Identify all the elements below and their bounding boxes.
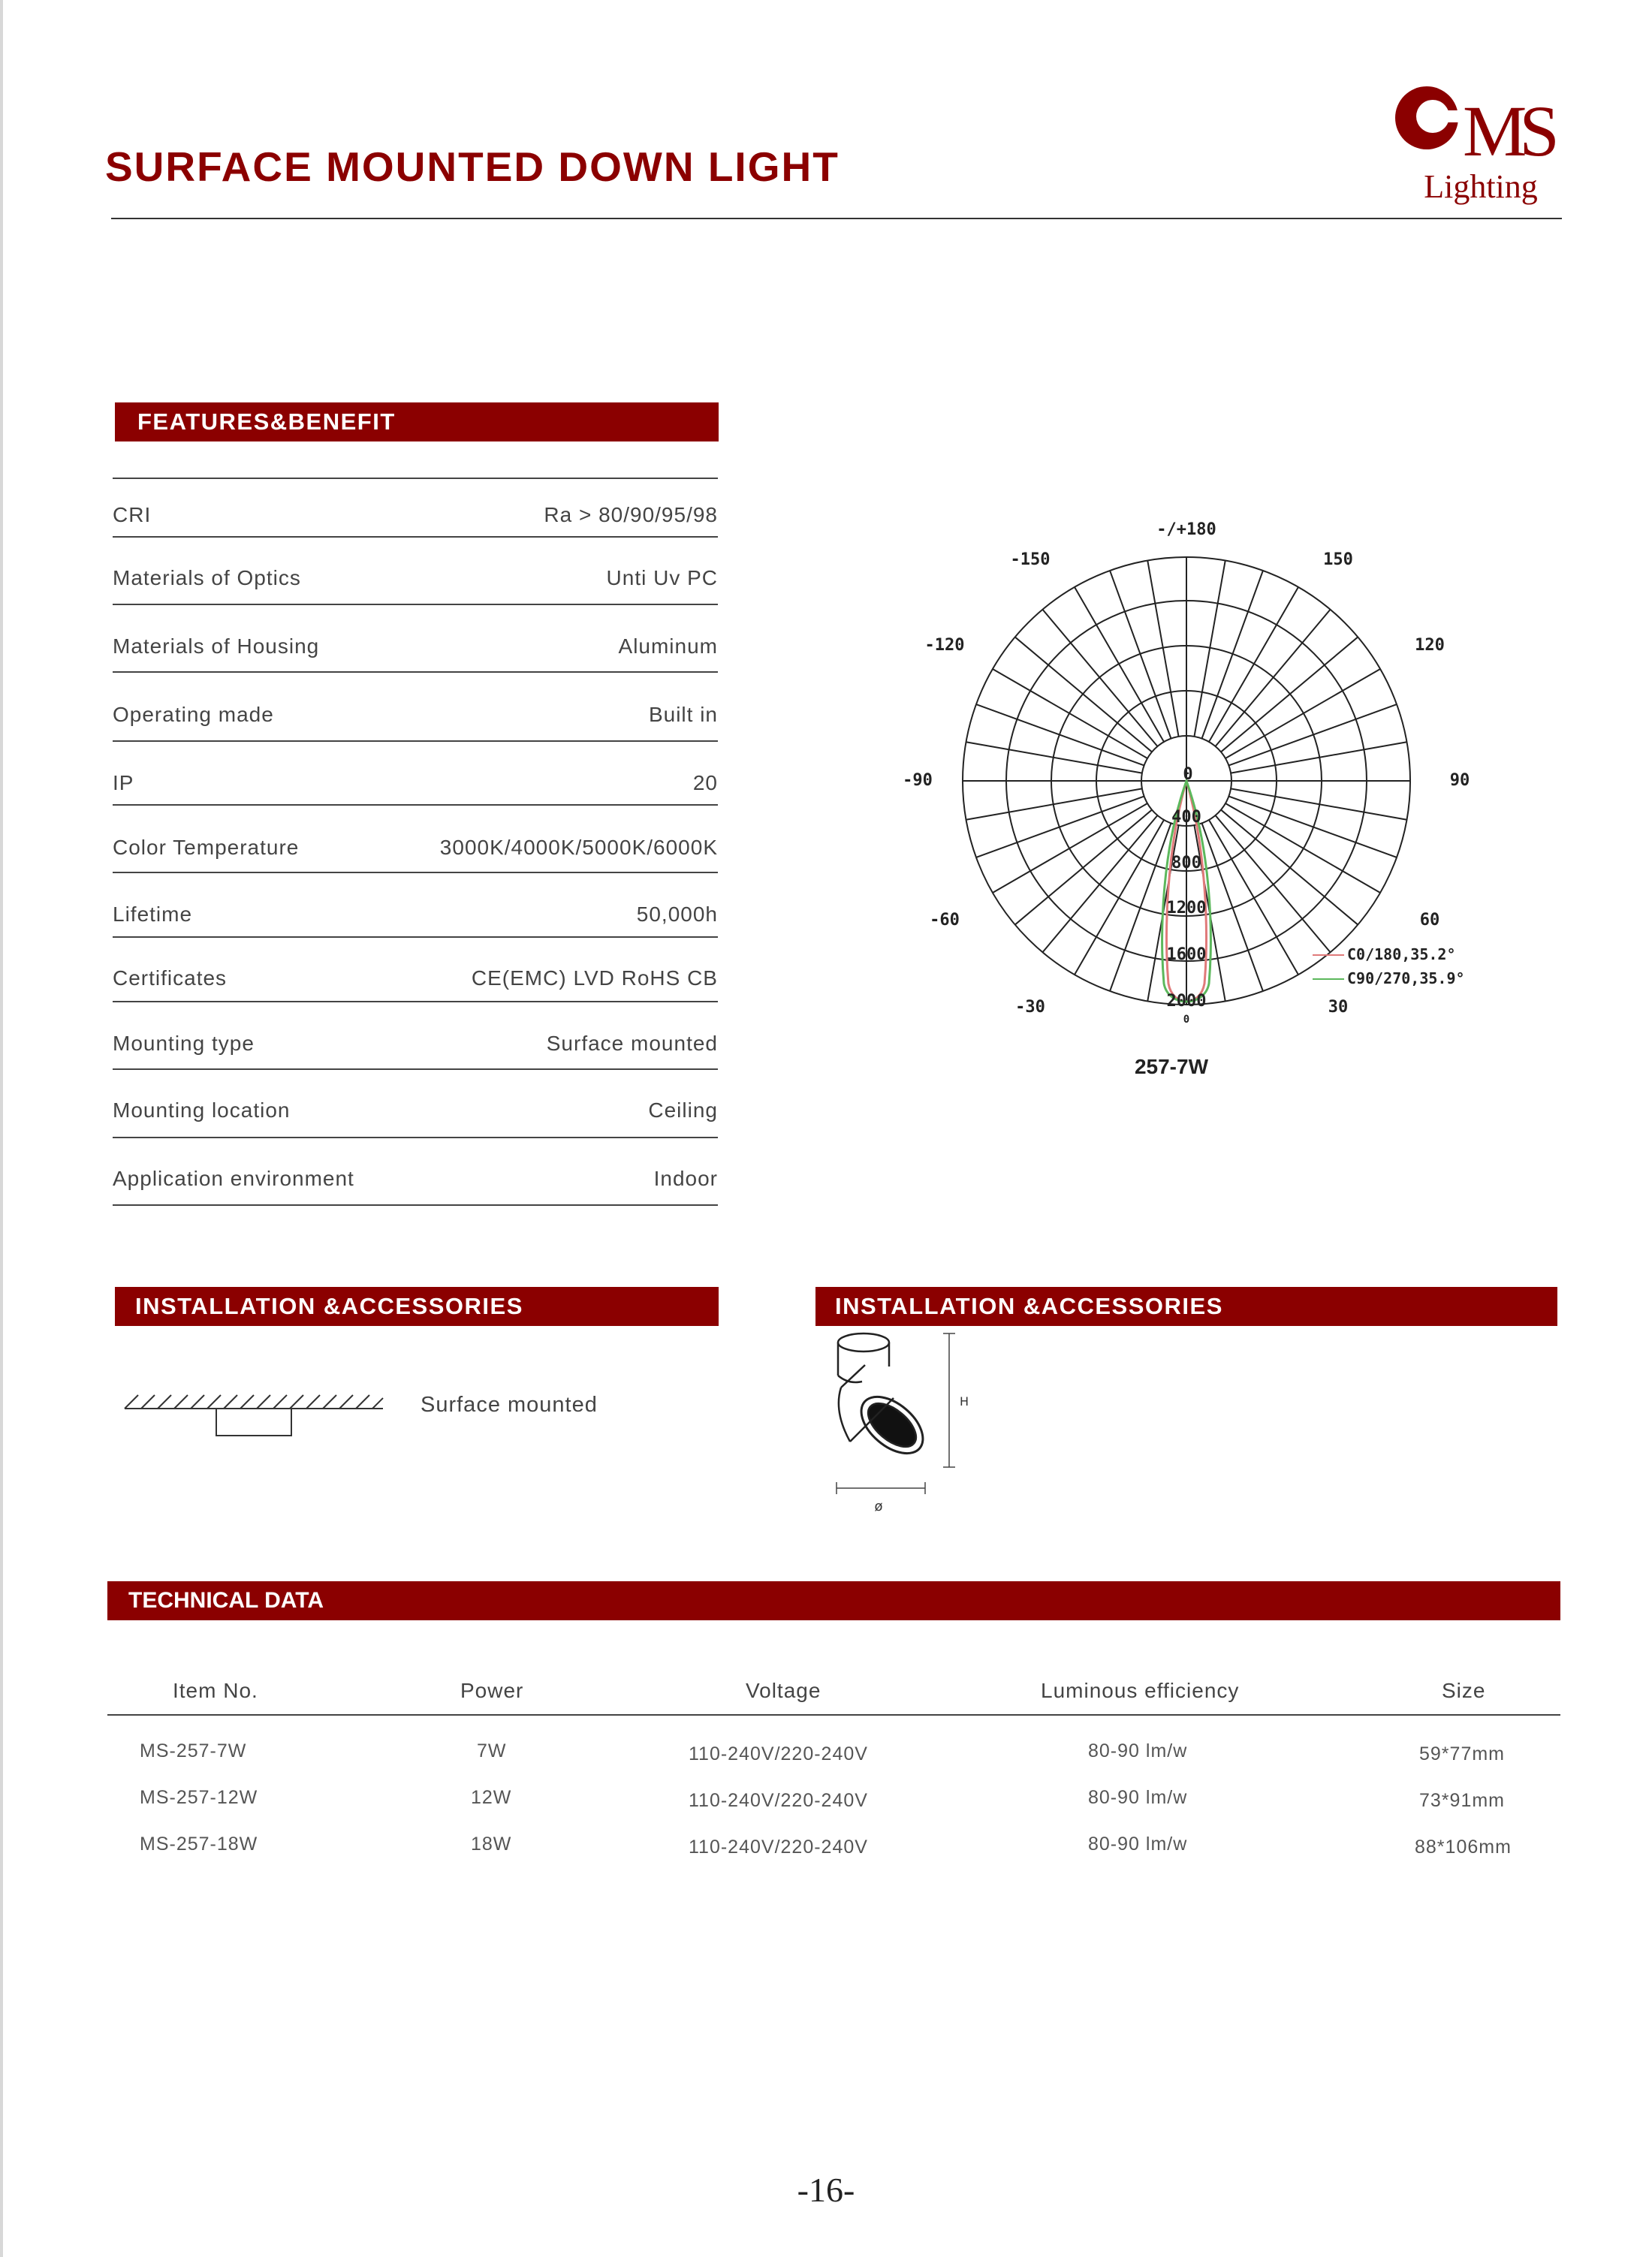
- spec-value: 20: [692, 771, 718, 794]
- installation-heading-right: INSTALLATION &ACCESSORIES: [835, 1293, 1223, 1319]
- spec-label: IP: [113, 771, 134, 794]
- spec-label: Application environment: [113, 1167, 354, 1190]
- grid-spoke: [1228, 704, 1397, 765]
- spec-row-application: [113, 1143, 718, 1210]
- spec-row-operating: [113, 679, 718, 746]
- angle-label: 90: [1449, 771, 1470, 790]
- cell-power: 7W: [477, 1740, 507, 1761]
- spec-row-color-temperature: [113, 812, 718, 879]
- row-divider: [113, 1204, 718, 1206]
- spec-value: 3000K/4000K/5000K/6000K: [439, 836, 718, 859]
- spec-row-mounting-type: [113, 1008, 718, 1075]
- row-divider: [113, 671, 718, 673]
- spec-label: Materials of Optics: [113, 566, 301, 589]
- technical-heading: TECHNICAL DATA: [128, 1588, 324, 1613]
- grid-spoke: [1147, 561, 1178, 737]
- technical-heading-bar: [107, 1581, 1560, 1620]
- cell-voltage: 110-240V/220-240V: [689, 1743, 868, 1764]
- spec-value: Surface mounted: [546, 1032, 718, 1055]
- features-heading: FEATURES&BENEFIT: [137, 408, 396, 435]
- angle-label: -30: [1015, 998, 1045, 1017]
- radial-label: 1200: [1166, 899, 1207, 918]
- logo-ring-icon: [1395, 86, 1464, 149]
- cell-size: 59*77mm: [1419, 1743, 1505, 1764]
- angle-label: -150: [1010, 550, 1051, 569]
- row-divider: [113, 1001, 718, 1002]
- surface-mounted-label: Surface mounted: [421, 1393, 598, 1417]
- spec-label: Certificates: [113, 966, 228, 990]
- cell-efficiency: 80-90 lm/w: [1088, 1740, 1188, 1761]
- grid-spoke: [976, 797, 1144, 857]
- cell-size: 88*106mm: [1415, 1837, 1512, 1858]
- spec-value: Ceiling: [648, 1098, 718, 1122]
- angle-label: 60: [1419, 911, 1440, 930]
- angle-label: 120: [1415, 636, 1445, 655]
- cell-item: MS-257-18W: [140, 1834, 258, 1855]
- angle-label: 150: [1323, 550, 1353, 569]
- grid-spoke: [1110, 571, 1171, 739]
- logo-text: Lighting: [1424, 168, 1538, 205]
- installation-heading-bar-left: [115, 1287, 719, 1326]
- cell-efficiency: 80-90 lm/w: [1088, 1787, 1188, 1808]
- spec-label: Materials of Housing: [113, 634, 320, 658]
- spec-value: Indoor: [653, 1167, 718, 1190]
- page-title: SURFACE MOUNTED DOWN LIGHT: [105, 143, 840, 190]
- grid-spoke: [1231, 742, 1406, 773]
- angle-label: -90: [903, 771, 933, 790]
- spec-label: Mounting location: [113, 1098, 291, 1122]
- grid-spoke: [966, 788, 1142, 819]
- radial-label: 0: [1183, 1014, 1190, 1026]
- surface-mount-icon: [120, 1382, 390, 1442]
- grid-spoke: [1231, 788, 1406, 819]
- spec-label: Mounting type: [113, 1032, 255, 1055]
- cell-item: MS-257-7W: [140, 1740, 247, 1761]
- row-divider: [113, 804, 718, 806]
- spec-label: Operating made: [113, 703, 274, 726]
- spec-row-optics: [113, 542, 718, 610]
- features-heading-bar: [115, 402, 719, 441]
- row-divider: [113, 1137, 718, 1138]
- grid-spoke: [1194, 561, 1225, 737]
- spec-label: CRI: [113, 503, 152, 526]
- page-number: -16-: [797, 2171, 855, 2209]
- column-header-efficiency: Luminous efficiency: [1041, 1679, 1240, 1702]
- grid-spoke: [966, 742, 1142, 773]
- grid-spoke: [976, 704, 1144, 765]
- cell-item: MS-257-12W: [140, 1787, 258, 1808]
- spec-row-housing: [113, 610, 718, 678]
- legend-c0: C0/180,35.2°: [1347, 945, 1456, 963]
- installation-heading-bar-right: [815, 1287, 1557, 1326]
- cell-size: 73*91mm: [1419, 1790, 1505, 1811]
- cell-power: 12W: [471, 1787, 512, 1808]
- spec-label: Color Temperature: [113, 836, 300, 859]
- table-header-divider: [107, 1714, 1560, 1716]
- column-header-item: Item No.: [173, 1679, 258, 1702]
- radial-label: 400: [1171, 808, 1201, 827]
- spec-value: Unti Uv PC: [606, 566, 718, 589]
- spec-row-certificates: [113, 942, 718, 1010]
- row-divider: [113, 536, 718, 538]
- radial-label: 800: [1171, 854, 1201, 872]
- angle-label: 0: [1183, 765, 1193, 784]
- angle-label: -/+180: [1156, 520, 1216, 539]
- ms-lighting-logo: [1382, 71, 1566, 206]
- grid-spoke: [1202, 571, 1263, 739]
- spec-value: Ra > 80/90/95/98: [544, 503, 718, 526]
- cell-power: 18W: [471, 1834, 512, 1855]
- diameter-dimension-label: ø: [874, 1499, 883, 1514]
- spec-value: CE(EMC) LVD RoHS CB: [471, 966, 718, 990]
- spec-value: 50,000h: [636, 902, 718, 926]
- cell-voltage: 110-240V/220-240V: [689, 1837, 868, 1858]
- column-header-size: Size: [1442, 1679, 1486, 1702]
- angle-label: 30: [1328, 998, 1349, 1017]
- row-divider: [113, 1068, 718, 1070]
- row-divider: [113, 936, 718, 938]
- grid-spoke: [1228, 797, 1397, 857]
- polar-legend: [1313, 945, 1465, 987]
- diagram-caption: 257-7W: [1134, 1055, 1209, 1078]
- polar-light-distribution-diagram: [901, 511, 1502, 1051]
- spec-value: Built in: [648, 703, 718, 726]
- angle-label: -120: [924, 636, 965, 655]
- angle-label: -60: [930, 911, 960, 930]
- cell-efficiency: 80-90 lm/w: [1088, 1834, 1188, 1855]
- spec-label: Lifetime: [113, 902, 193, 926]
- spec-row-mounting-location: [113, 1074, 718, 1142]
- legend-c90: C90/270,35.9°: [1347, 969, 1465, 987]
- downlight-product-icon: [838, 1333, 933, 1464]
- title-divider: [111, 218, 1562, 219]
- column-header-power: Power: [460, 1679, 524, 1702]
- radial-label: 1600: [1166, 945, 1207, 964]
- row-divider: [113, 872, 718, 873]
- radial-label: 2000: [1166, 992, 1207, 1011]
- page-edge: [0, 0, 3, 2257]
- product-dimension-drawing: [818, 1329, 991, 1517]
- row-divider: [113, 604, 718, 605]
- cell-voltage: 110-240V/220-240V: [689, 1790, 868, 1811]
- row-divider: [113, 740, 718, 742]
- logo-mark: MS: [1463, 91, 1552, 171]
- height-dimension-label: H: [960, 1394, 969, 1409]
- installation-heading-left: INSTALLATION &ACCESSORIES: [135, 1293, 523, 1319]
- column-header-voltage: Voltage: [746, 1679, 821, 1702]
- spec-value: Aluminum: [618, 634, 718, 658]
